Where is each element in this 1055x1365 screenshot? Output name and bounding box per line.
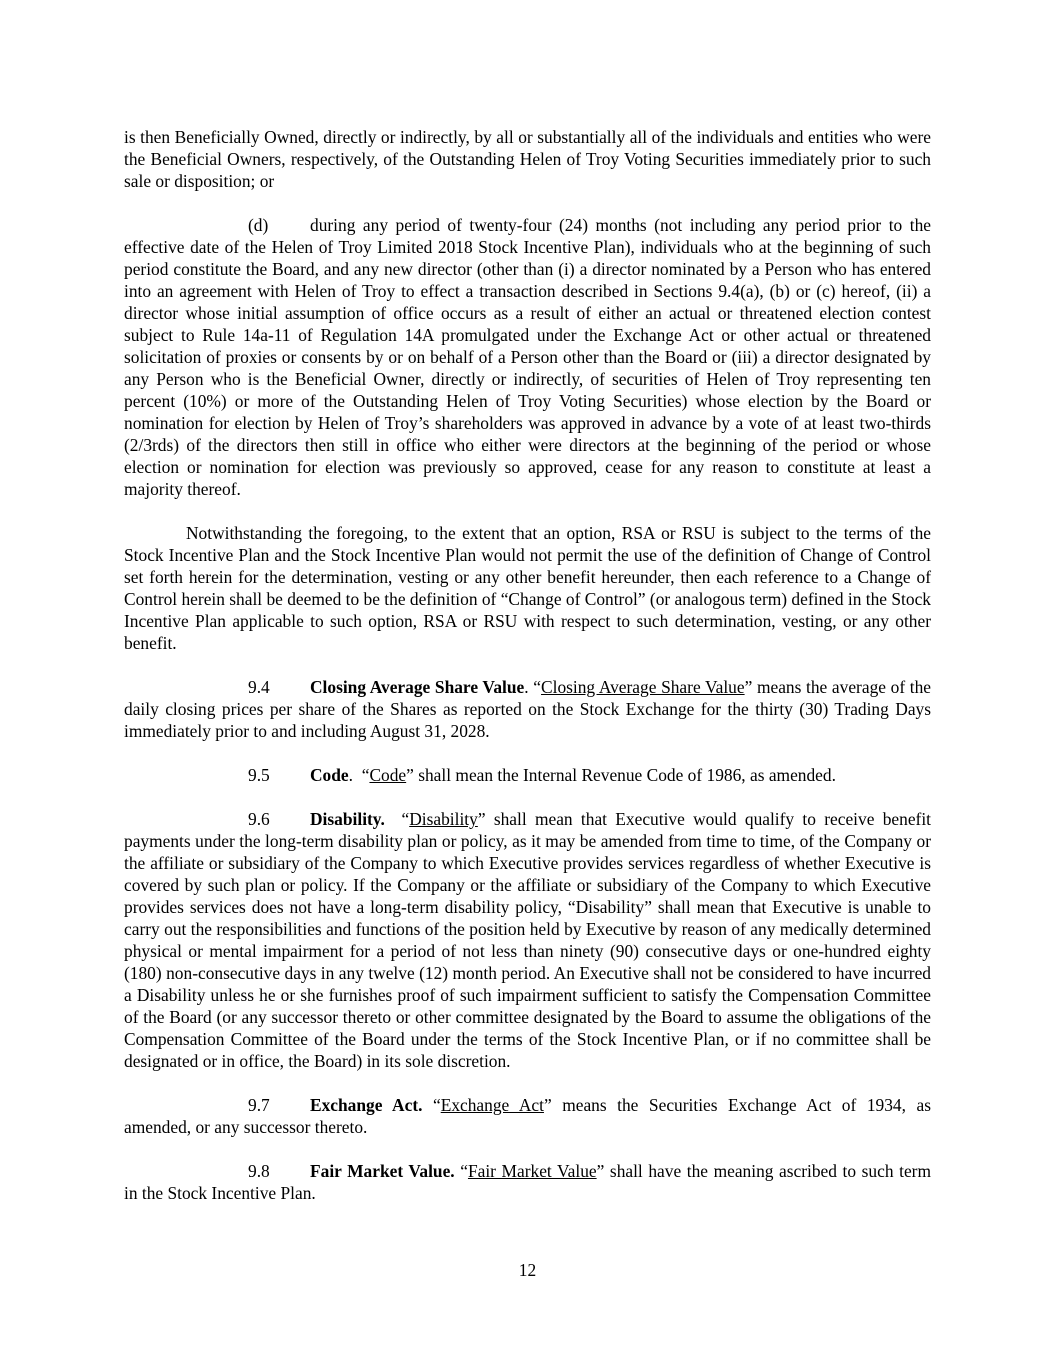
section-text: ” shall mean that Executive would qualify to receive benefit payments under the long-term disability plan or policy, as it may be amended from time to time, of the Company or the affiliate or subsidiary of the Company to which Executive provides services regardless of whether Executive is covered by such plan or policy. If the Company or the affiliate or subsidiary of the Company to which Executive provides services does not have a long-term disability policy, “Disability” shall mean that Executive is unable to carry out the responsibilities and functions of the position held by Executive by reason of any medically determined physical or mental impairment for a period of not less than ninety (90) consecutive days or one-hundred eighty (180) non-consecutive days in any twelve (12) month period. An Executive shall not be considered to have incurred a Disability unless he or she furnishes proof of such impairment sufficient to satisfy the Compensation Committee of the Board (or any successor thereto or other committee designated by the Board to assume the obligations of the Compensation Committee of the Board under the terms of the Stock Incentive Plan, or if no committee shall be designated or in office, the Board) in its sole discretion. xyxy=(124,809,932,1071)
section-title: Exchange Act. xyxy=(310,1095,423,1115)
section-9-6 xyxy=(124,808,931,1072)
section-title-punct: . xyxy=(348,765,354,785)
section-text: ” means the Securities Exchange Act of 1934, as amended, or any successor thereto. xyxy=(124,1095,931,1137)
section-9-7 xyxy=(124,1094,931,1138)
section-9-8 xyxy=(124,1160,931,1204)
open-quote: “ xyxy=(528,677,542,697)
section-number: 9.7 xyxy=(248,1095,270,1115)
clause-d-paragraph xyxy=(124,214,931,500)
defined-term: Fair Market Value xyxy=(467,1161,597,1181)
defined-term: Disability xyxy=(409,809,478,829)
section-number: 9.6 xyxy=(248,809,270,829)
section-text: ” means the average of the daily closing prices per share of the Shares as reported on the Stock Exchange for the thirty (30) Trading Days immediately prior to and including August 31, 2028. xyxy=(124,677,932,741)
section-9-4 xyxy=(124,676,931,742)
section-title: Code xyxy=(310,765,349,785)
section-title: Closing Average Share Value xyxy=(310,677,525,697)
continued-paragraph xyxy=(124,126,931,192)
section-number: 9.4 xyxy=(248,677,270,697)
clause-d-text: during any period of twenty-four (24) months (not including any period prior to the effective date of the Helen of Troy Limited 2018 Stock Incentive Plan), individuals who at the beginning of such period constitute the Board, and any new director (other than (i) a director nominated by a Person who has entered into an agreement with Helen of Troy to effect a transaction described in Sections 9.4(a), (b) or (c) hereof, (ii) a director whose initial assumption of office occurs as a result of either an actual or threatened election contest subject to Rule 14a-11 of Regulation 14A promulgated under the Exchange Act or other actual or threatened solicitation of proxies or consents by or on behalf of a Person other than the Board or (iii) a director designated by any Person who is the Beneficial Owner, directly or indirectly, of securities of Helen of Troy representing ten percent (10%) or more of the Outstanding Helen of Troy Voting Securities) whose election by the Board or nomination for election by Helen of Troy’s shareholders was approved in advance by a vote of at least two-thirds (2/3rds) of the directors then still in office who either were directors at the beginning of the period or whose election or nomination for election was previously so approved, cease for any reason to constitute at least a majority thereof. xyxy=(124,215,931,499)
section-number: 9.8 xyxy=(248,1161,270,1181)
section-title: Fair Market Value. xyxy=(310,1161,455,1181)
section-9-5 xyxy=(124,764,931,786)
defined-term: Exchange Act xyxy=(440,1095,544,1115)
open-quote: “ xyxy=(353,765,370,785)
clause-d-label: (d) xyxy=(248,215,269,235)
section-number: 9.5 xyxy=(248,765,270,785)
defined-term: Code xyxy=(369,765,407,785)
page-number: 12 xyxy=(518,1260,537,1280)
notwithstanding-paragraph xyxy=(124,522,931,654)
continued-paragraph-text: is then Beneficially Owned, directly or indirectly, by all or substantially all of the individuals and entities who were the Beneficial Owners, respectively, of the Outstanding Helen of Troy Voting Securities immediately prior to such sale or disposition; or xyxy=(124,127,931,191)
section-text: ” shall have the meaning ascribed to such term in the Stock Incentive Plan. xyxy=(124,1161,931,1203)
open-quote: “ xyxy=(454,1161,468,1181)
section-text: ” shall mean the Internal Revenue Code of 1986, as amended. xyxy=(406,765,836,785)
section-title-punct: . xyxy=(524,677,529,697)
open-quote: “ xyxy=(384,809,410,829)
page-body xyxy=(124,126,931,1226)
notwithstanding-text: Notwithstanding the foregoing, to the extent that an option, RSA or RSU is subject to the terms of the Stock Incentive Plan and the Stock Incentive Plan would not permit the use of the definition of Change of Control set forth herein for the determination, vesting or any other benefit hereunder, then each reference to a Change of Control herein shall be deemed to be the definition of “Change of Control” (or analogous term) defined in the Stock Incentive Plan applicable to such option, RSA or RSU with respect to such determination, vesting, or any other benefit. xyxy=(124,523,931,653)
section-title: Disability. xyxy=(310,809,385,829)
defined-term: Closing Average Share Value xyxy=(541,677,745,697)
open-quote: “ xyxy=(422,1095,441,1115)
